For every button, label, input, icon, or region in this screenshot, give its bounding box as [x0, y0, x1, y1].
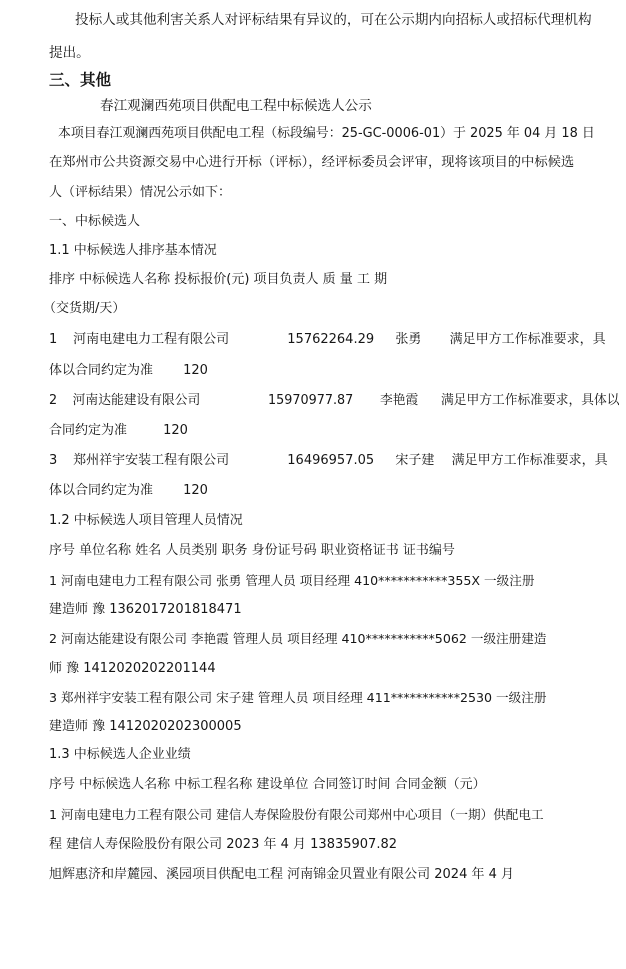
delivery-period: 120: [163, 423, 188, 438]
staff-table-header: 序号 单位名称 姓名 人员类别 职务 身份证号码 职业资格证书 证书编号: [49, 543, 455, 558]
quality-text: 满足甲方工作标准要求，具: [451, 453, 608, 468]
quality-text-cont: 体以合同约定为准: [49, 363, 154, 378]
ranking-row: [49, 331, 606, 349]
ranking-row: [49, 452, 608, 470]
staff-row: 1 河南电建电力工程有限公司 张勇 管理人员 项目经理 410***********355X 一级注册: [49, 573, 535, 588]
project-manager: 宋子建: [395, 453, 435, 468]
intro-line-2: 在郑州市公共资源交易中心进行开标（评标），经评标委员会评审，现将该项目的中标候选: [49, 155, 575, 170]
staff-row: 3 郑州祥宇安装工程有限公司 宋子建 管理人员 项目经理 411***********2530 一级注册: [49, 690, 547, 705]
staff-row-cont: 师 豫 1412020202201144: [49, 661, 216, 676]
delivery-period: 120: [183, 363, 208, 378]
ranking-row-cont: [49, 362, 208, 380]
ranking-row-cont: [49, 482, 208, 500]
intro-line-3: 人（评标结果）情况公示如下：: [49, 185, 232, 200]
quality-text-cont: 体以合同约定为准: [49, 483, 154, 498]
company-name: 河南达能建设有限公司: [72, 393, 201, 408]
ranking-table-header: 排序 中标候选人名称 投标报价(元) 项目负责人 质 量 工 期: [49, 272, 388, 287]
staff-row: 2 河南达能建设有限公司 李艳霞 管理人员 项目经理 410***********5062 一级注册建造: [49, 631, 547, 646]
candidates-heading: 一、中标候选人: [49, 214, 141, 229]
quality-text: 满足甲方工作标准要求，具体以: [440, 393, 620, 408]
project-manager: 张勇: [395, 332, 422, 347]
staff-subheading: 1.2 中标候选人项目管理人员情况: [49, 513, 243, 528]
quality-text: 满足甲方工作标准要求，具: [449, 332, 606, 347]
ranking-row-cont: [49, 422, 188, 440]
rank-number: 3: [49, 453, 58, 468]
company-name: 郑州祥宇安装工程有限公司: [73, 453, 230, 468]
performance-subheading: 1.3 中标候选人企业业绩: [49, 747, 191, 762]
ranking-row: [49, 392, 620, 410]
bid-price: 16496957.05: [287, 453, 375, 468]
performance-table-header: 序号 中标候选人名称 中标工程名称 建设单位 合同签订时间 合同金额（元）: [49, 777, 486, 792]
staff-row-cont: 建造师 豫 1412020202300005: [49, 719, 242, 734]
intro-line-1: 本项目春江观澜西苑项目供配电工程（标段编号：25-GC-0006-01）于 2025 年 04 月 18 日: [58, 126, 595, 141]
ranking-table-header-cont: （交货期/天）: [43, 301, 126, 316]
project-manager: 李艳霞: [380, 393, 419, 408]
bid-price: 15762264.29: [287, 332, 375, 347]
rank-number: 1: [49, 332, 58, 347]
ranking-subheading: 1.1 中标候选人排序基本情况: [49, 243, 217, 258]
section-heading-other: 三、其他: [49, 71, 112, 89]
objection-line-1: 投标人或其他利害关系人对评标结果有异议的，可在公示期内向招标人或招标代理机构: [75, 12, 592, 28]
delivery-period: 120: [183, 483, 208, 498]
objection-line-2: 提出。: [49, 45, 90, 61]
quality-text-cont: 合同约定为准: [49, 423, 128, 438]
performance-row-cont: 程 建信人寿保险股份有限公司 2023 年 4 月 13835907.82: [49, 837, 397, 852]
company-name: 河南电建电力工程有限公司: [73, 332, 230, 347]
staff-row-cont: 建造师 豫 1362017201818471: [49, 602, 242, 617]
bid-price: 15970977.87: [268, 393, 354, 408]
rank-number: 2: [49, 393, 58, 408]
performance-row: 1 河南电建电力工程有限公司 建信人寿保险股份有限公司郑州中心项目（一期）供配电工: [49, 807, 544, 822]
announcement-title: 春江观澜西苑项目供配电工程中标候选人公示: [100, 98, 372, 114]
performance-row-2: 旭辉惠济和岸麓园、溪园项目供配电工程 河南锦金贝置业有限公司 2024 年 4 月: [49, 867, 515, 882]
